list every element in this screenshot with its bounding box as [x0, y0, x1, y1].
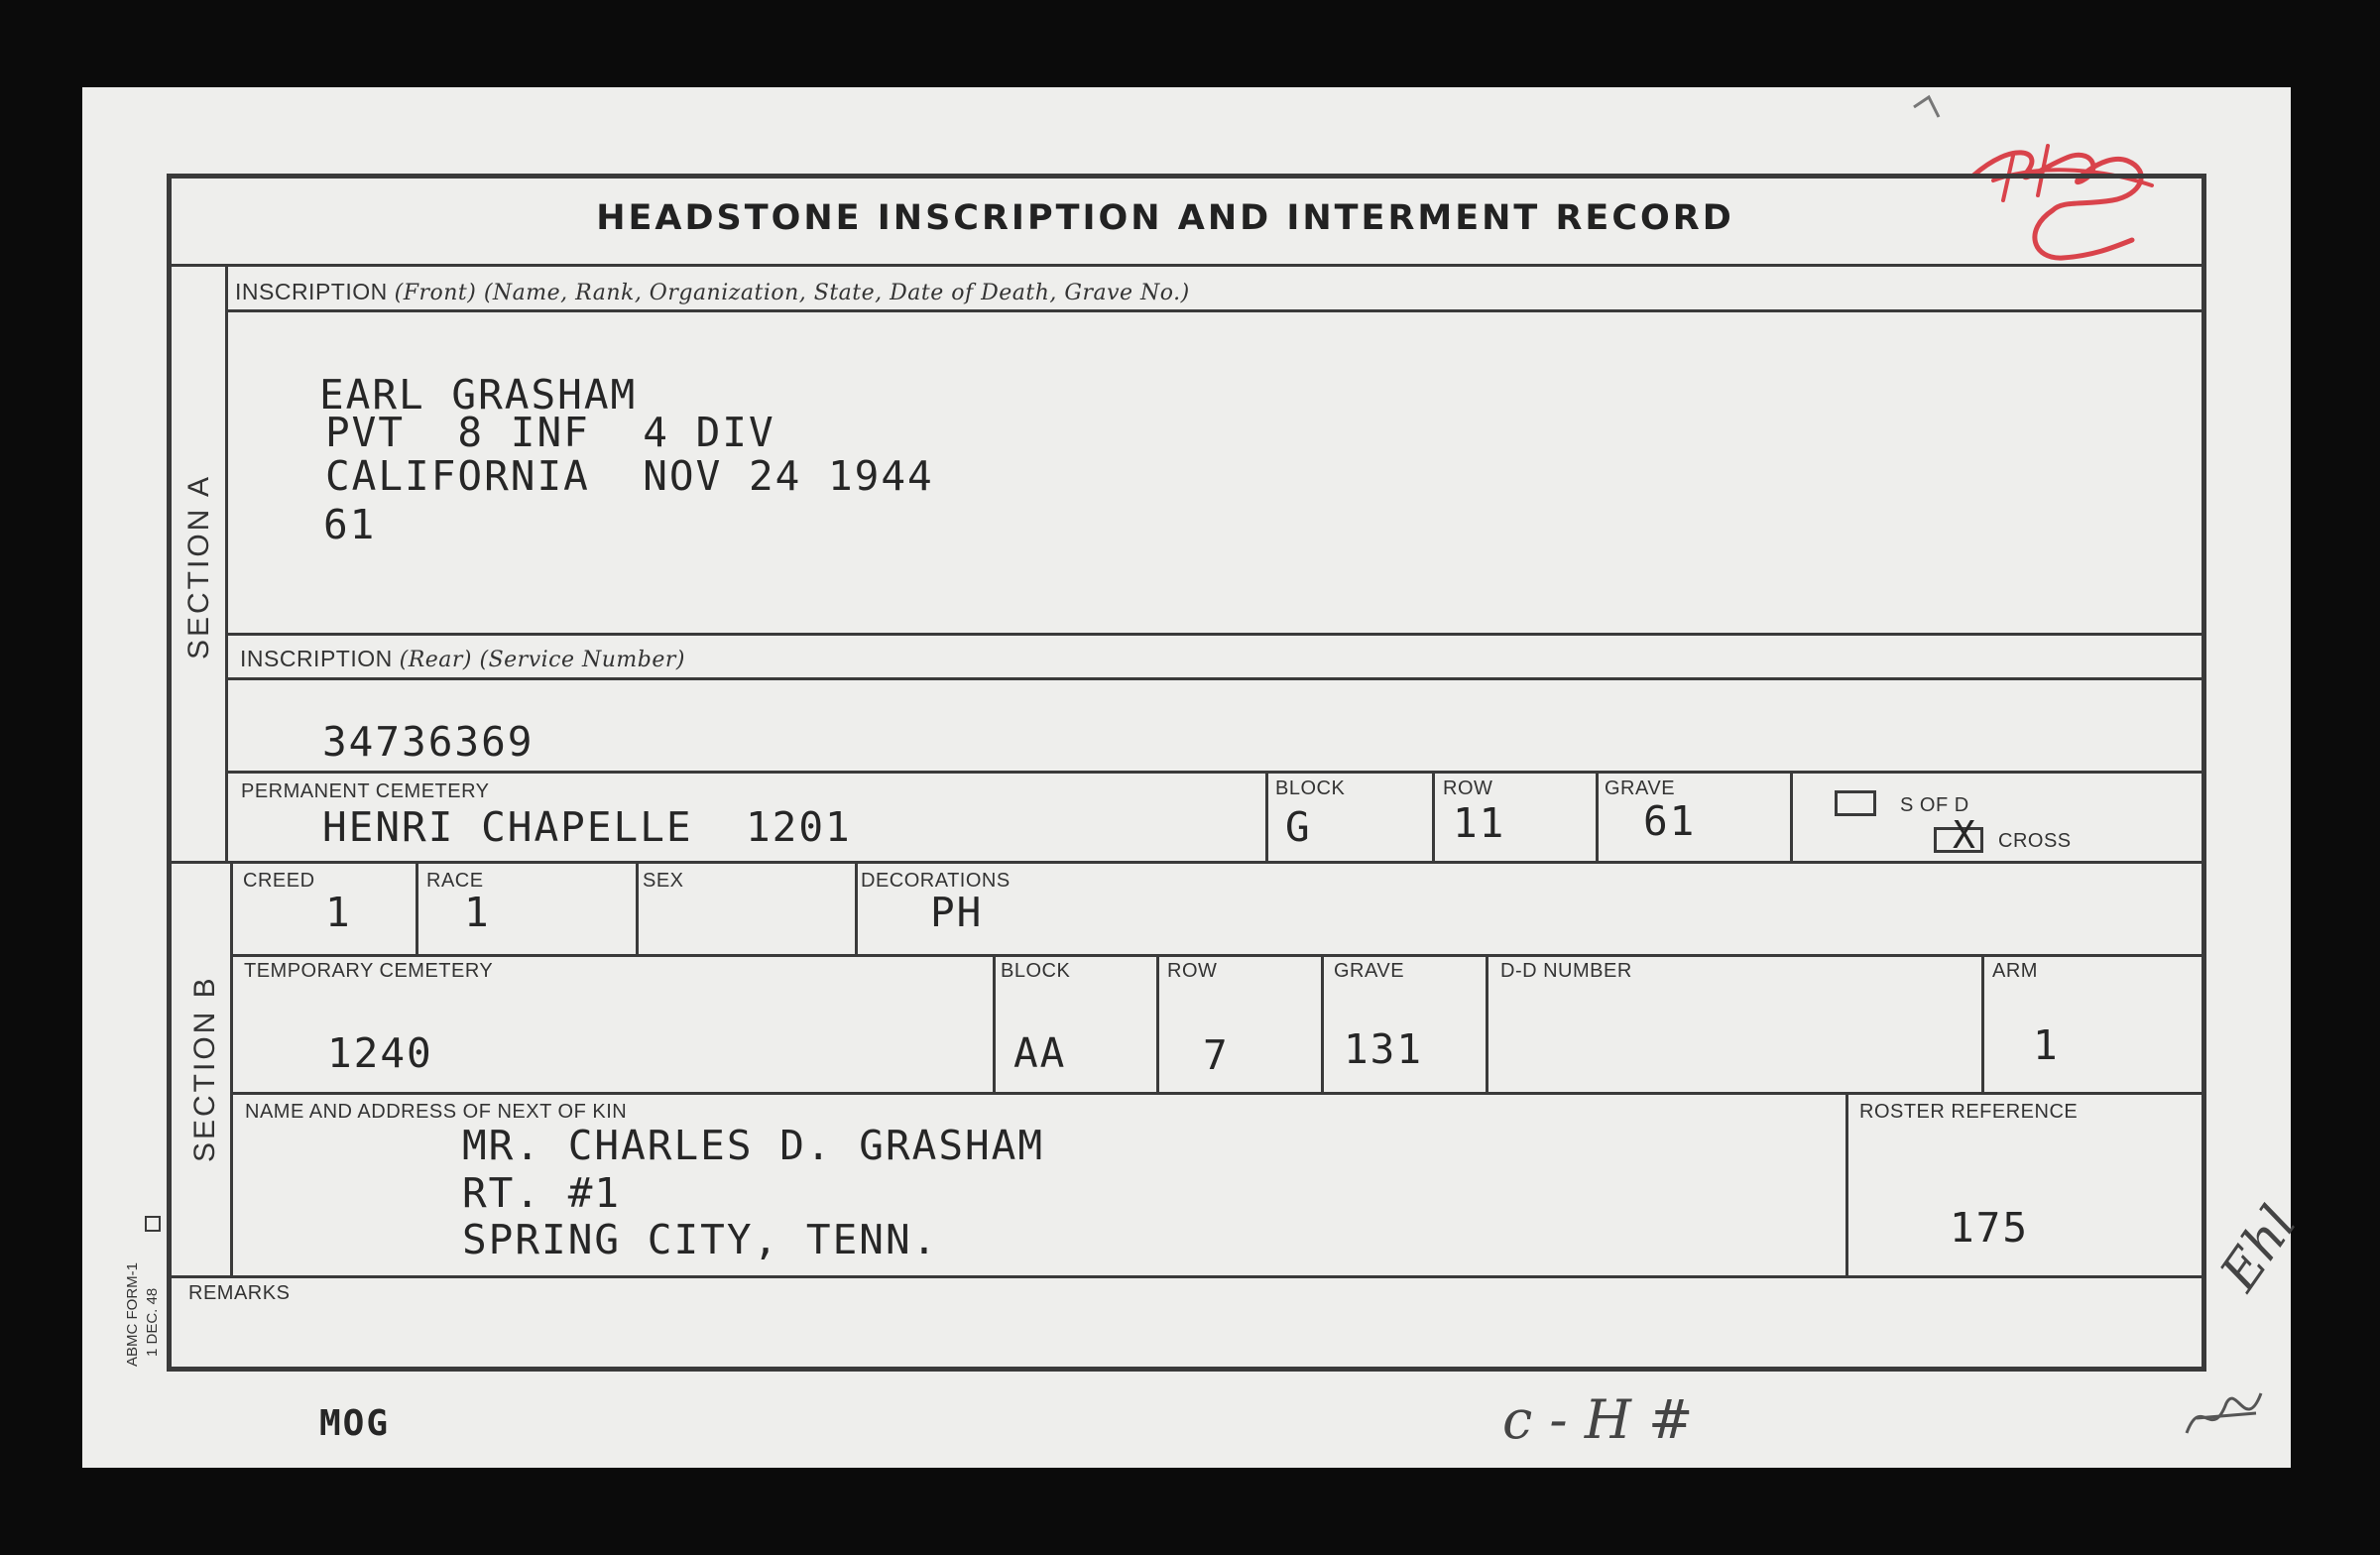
temp-block-value: AA [1013, 1029, 1067, 1077]
perm-marker-rule [1790, 771, 1793, 861]
creed-value: 1 [325, 889, 352, 936]
next-of-kin-line-3: SPRING CITY, TENN. [462, 1216, 939, 1263]
perm-row-label: ROW [1443, 778, 1493, 799]
section-a-column-rule [225, 264, 228, 861]
perm-row-value: 11 [1453, 799, 1506, 847]
inscription-rear-label-main: INSCRIPTION [240, 646, 393, 671]
roster-rule [1845, 1092, 1848, 1275]
cross-check-mark: X [1953, 813, 1977, 857]
temp-grave-label: GRAVE [1334, 960, 1405, 982]
inscription-front-line-1: EARL GRASHAM [319, 371, 638, 419]
service-number: 34736369 [322, 718, 535, 766]
inscription-front-label-detail: (Front) (Name, Rank, Organization, State, Date of Death, Grave No.) [394, 281, 1190, 305]
decorations-value: PH [930, 889, 984, 936]
handwritten-initials: Ehl [2209, 1195, 2309, 1302]
creed-label: CREED [243, 870, 315, 892]
temp-block-label: BLOCK [1001, 960, 1071, 982]
form-id-checkbox [145, 1216, 161, 1232]
sofd-label: S OF D [1900, 794, 1969, 816]
race-sex-rule [636, 861, 639, 954]
rear-label-divider [226, 677, 2203, 680]
inscription-front-line-2: PVT 8 INF 4 DIV [325, 409, 775, 456]
section-a-label: SECTION A [182, 473, 215, 659]
perm-divider [226, 771, 2203, 774]
form-id-line1: ABMC FORM-1 [124, 1262, 141, 1367]
perm-grave-value: 61 [1643, 797, 1697, 845]
perm-block-rule [1265, 771, 1268, 861]
temp-grave-rule [1321, 954, 1324, 1092]
section-b-column-rule [230, 861, 233, 1275]
pencil-tick-mark [1909, 87, 1949, 122]
perm-block-label: BLOCK [1275, 778, 1346, 799]
roster-reference-value: 175 [1950, 1204, 2030, 1252]
creed-divider [231, 954, 2203, 957]
temporary-cemetery-label: TEMPORARY CEMETERY [244, 960, 494, 982]
race-value: 1 [464, 889, 491, 936]
roster-reference-label: ROSTER REFERENCE [1859, 1101, 2079, 1123]
temp-block-rule [993, 954, 996, 1092]
perm-grave-rule [1596, 771, 1599, 861]
inscription-front-label-main: INSCRIPTION [235, 279, 388, 304]
remarks-divider [170, 1275, 2203, 1278]
sofd-checkbox [1835, 790, 1876, 816]
form-title: HEADSTONE INSCRIPTION AND INTERMENT RECORD [596, 198, 1734, 238]
cross-label: CROSS [1998, 830, 2072, 852]
creed-race-rule [416, 861, 418, 954]
perm-block-value: G [1285, 803, 1312, 851]
sex-decorations-rule [855, 861, 858, 954]
temp-divider [231, 1092, 2203, 1095]
temp-row-value: 7 [1203, 1031, 1230, 1079]
remarks-label: REMARKS [188, 1282, 291, 1304]
next-of-kin-line-2: RT. #1 [462, 1169, 622, 1217]
perm-row-rule [1432, 771, 1435, 861]
permanent-cemetery-label: PERMANENT CEMETERY [241, 780, 490, 802]
section-b-label: SECTION B [188, 975, 221, 1162]
next-of-kin-line-1: MR. CHARLES D. GRASHAM [462, 1122, 1045, 1169]
form-id-line2: 1 DEC. 48 [144, 1287, 161, 1357]
temp-arm-rule [1981, 954, 1984, 1092]
title-divider [170, 264, 2203, 267]
inscription-rear-label-detail: (Rear) (Service Number) [399, 648, 685, 672]
next-of-kin-label: NAME AND ADDRESS OF NEXT OF KIN [245, 1101, 628, 1123]
typed-note: MOG [319, 1403, 391, 1444]
arm-value: 1 [2033, 1021, 2060, 1069]
sex-label: SEX [643, 870, 684, 892]
front-label-divider [226, 309, 2203, 312]
arm-label: ARM [1992, 960, 2038, 982]
perm-grave-label: GRAVE [1605, 778, 1676, 799]
rear-divider [226, 633, 2203, 636]
permanent-cemetery-value: HENRI CHAPELLE 1201 [322, 803, 852, 851]
inscription-front-line-4: 61 [323, 501, 377, 548]
inscription-front-line-3: CALIFORNIA NOV 24 1944 [325, 452, 934, 500]
temp-grave-value: 131 [1344, 1025, 1424, 1073]
temp-row-rule [1156, 954, 1159, 1092]
dd-number-label: D-D NUMBER [1500, 960, 1632, 982]
inscription-front-label [235, 279, 1190, 305]
decorations-label: DECORATIONS [861, 870, 1011, 892]
temporary-cemetery-value: 1240 [327, 1029, 433, 1077]
handwritten-scribble [2177, 1374, 2266, 1448]
temp-row-label: ROW [1167, 960, 1218, 982]
temp-dd-rule [1486, 954, 1488, 1092]
handwritten-note: c - H # [1502, 1388, 1694, 1451]
inscription-rear-label [240, 646, 685, 672]
race-label: RACE [426, 870, 484, 892]
section-divider [170, 861, 2203, 864]
